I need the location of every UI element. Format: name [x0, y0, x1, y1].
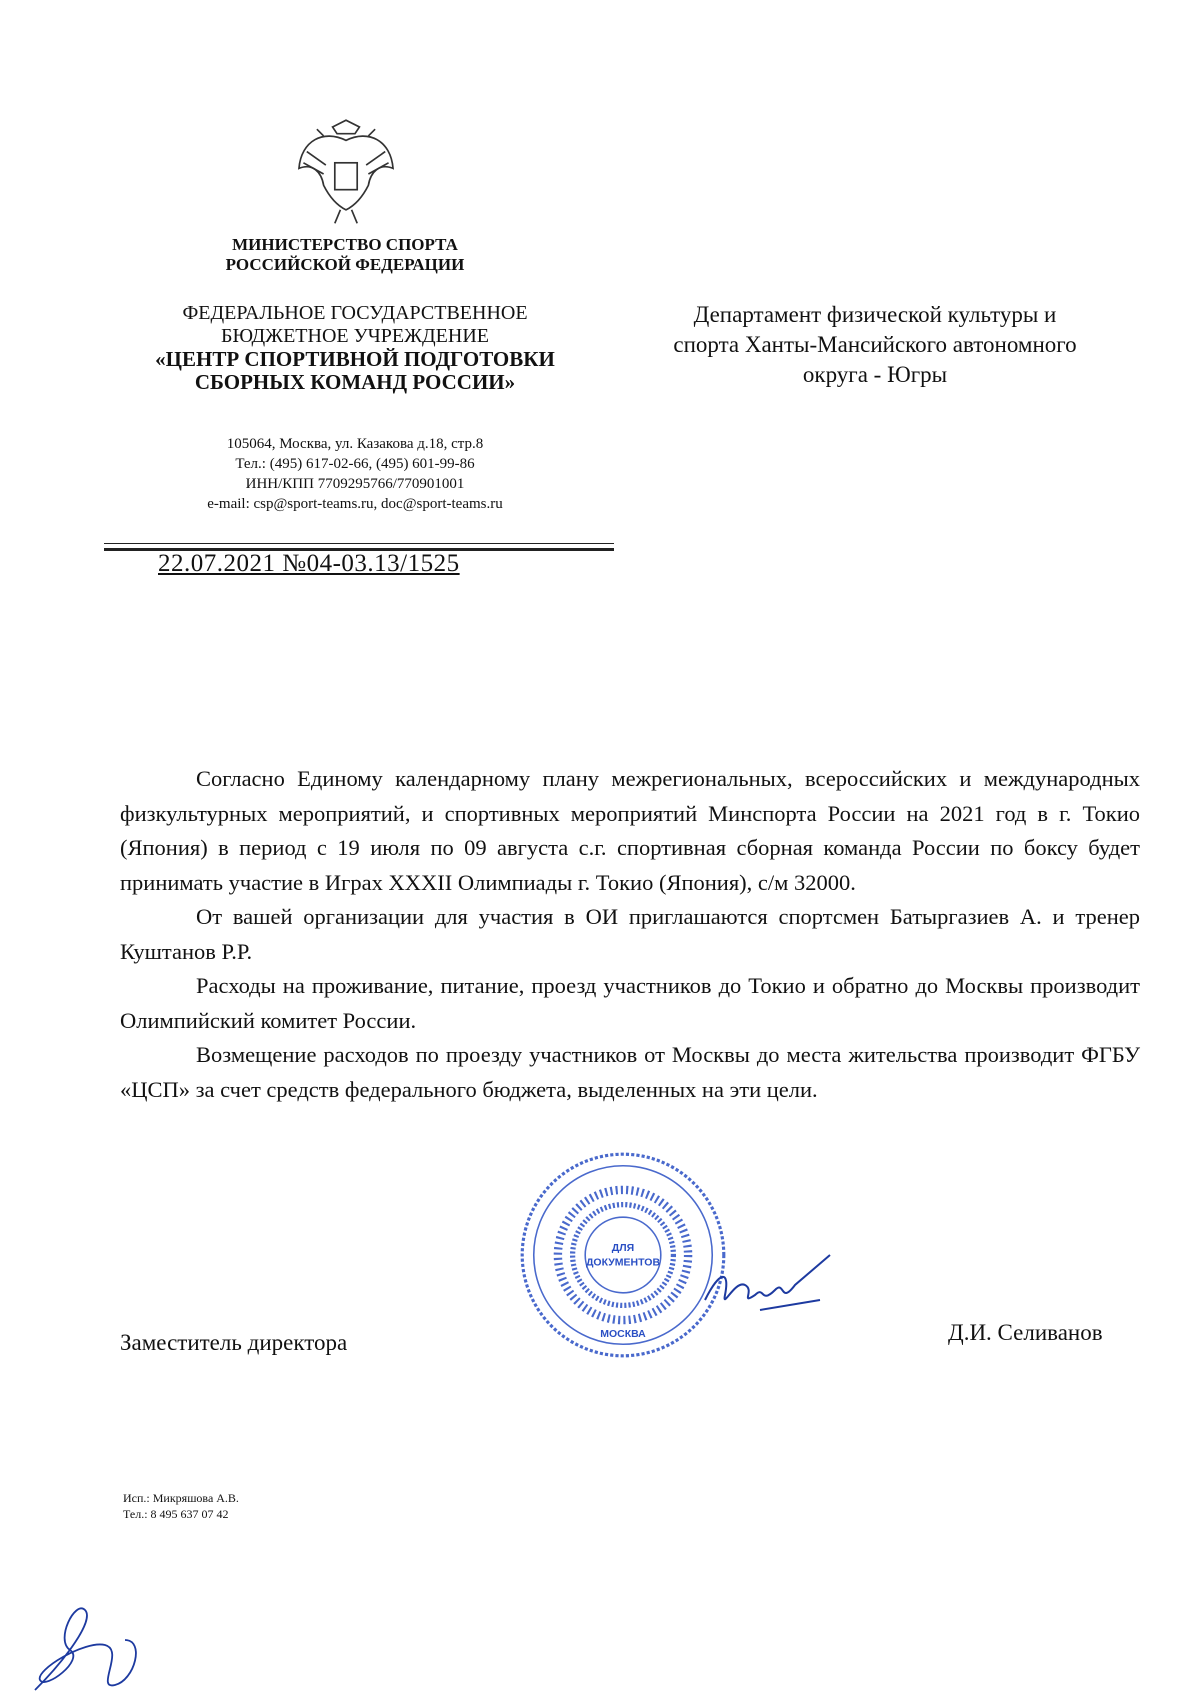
letter-body: [120, 762, 1140, 1107]
recipient-line: округа - Югры: [802, 362, 948, 387]
document-number: 22.07.2021 №04-03.13/1525: [158, 550, 460, 577]
svg-text:МОСКВА: МОСКВА: [600, 1327, 646, 1340]
inn-kpp: ИНН/КПП 7709295766/770901001: [245, 476, 465, 492]
phones: Тел.: (495) 617-02-66, (495) 601-99-86: [235, 456, 475, 472]
ministry-line: РОССИЙСКОЙ ФЕДЕРАЦИИ: [225, 255, 465, 274]
address: 105064, Москва, ул. Казакова д.18, стр.8: [226, 436, 484, 452]
official-stamp: [518, 1150, 728, 1360]
paragraph: От вашей организации для участия в ОИ приглашаются спортсмен Батыргазиев А. и тренер Куштанов Р.Р.: [120, 904, 1140, 964]
org-line: БЮДЖЕТНОЕ УЧРЕЖДЕНИЕ: [220, 325, 490, 347]
contact-block: [150, 434, 560, 514]
ministry-line: МИНИСТЕРСТВО СПОРТА: [232, 235, 458, 254]
recipient-line: спорта Ханты-Мансийского автономного: [673, 332, 1077, 357]
org-line: ФЕДЕРАЛЬНОЕ ГОСУДАРСТВЕННОЕ: [182, 302, 528, 324]
paragraph: Расходы на проживание, питание, проезд участников до Токио и обратно до Москвы производит Олимпийский комитет России.: [120, 973, 1140, 1033]
org-name-line: «ЦЕНТР СПОРТИВНОЙ ПОДГОТОВКИ: [155, 347, 555, 371]
handwritten-signature: [700, 1250, 840, 1330]
recipient: [620, 300, 1130, 390]
paragraph: Возмещение расходов по проезду участников от Москвы до места жительства производит ФГБУ «ЦСП» за счет средств федерального бюджета, выделенных на эти цели.: [120, 1042, 1140, 1102]
executor-name: Исп.: Микряшова А.В.: [123, 1491, 239, 1505]
email-link-doc[interactable]: doc@sport-teams.ru: [381, 496, 503, 512]
divider: [104, 543, 614, 544]
signer-position: Заместитель директора: [120, 1330, 348, 1355]
executor-phone: Тел.: 8 495 637 07 42: [123, 1507, 229, 1521]
svg-text:ДОКУМЕНТОВ: ДОКУМЕНТОВ: [585, 1256, 661, 1269]
organization-name: [110, 302, 600, 394]
paragraph: Согласно Единому календарному плану межрегиональных, всероссийских и международных физкультурных мероприятий, и спортивных мероприятий Минспорта России на 2021 год в г. Токио (Япония) в период с 19 июля по 09 августа с.г. спортивная сборная команда России по боксу будет принимать участие в Играх XXXII Олимпиады г. Токио (Япония), с/м 32000.: [120, 766, 1140, 895]
recipient-line: Департамент физической культуры и: [693, 302, 1057, 327]
signer-name: Д.И. Селиванов: [948, 1320, 1103, 1345]
svg-text:ДЛЯ: ДЛЯ: [611, 1241, 635, 1254]
handwritten-initials: [25, 1600, 155, 1696]
email-link-csp[interactable]: csp@sport-teams.ru: [253, 496, 374, 512]
org-name-line: СБОРНЫХ КОМАНД РОССИИ»: [194, 370, 516, 394]
email-label: e-mail:: [207, 496, 250, 512]
ministry-name: [180, 235, 510, 275]
coat-of-arms-emblem: [290, 118, 402, 230]
email-line: e-mail: csp@sport-teams.ru, doc@sport-teams.ru: [207, 496, 503, 512]
executor-info: [123, 1490, 239, 1522]
